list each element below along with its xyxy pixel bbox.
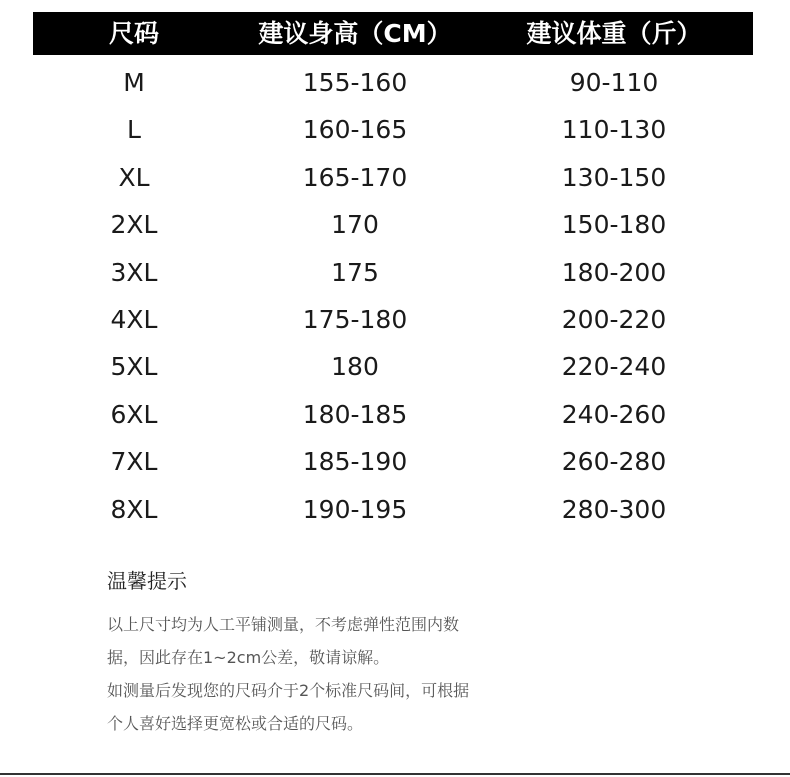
table-row bbox=[33, 59, 753, 106]
header-size: 尺码 bbox=[108, 19, 159, 48]
height-cell: 175-180 bbox=[302, 304, 408, 334]
height-cell: 180 bbox=[331, 352, 379, 382]
table-row bbox=[33, 296, 753, 343]
size-cell: 2XL bbox=[110, 210, 158, 240]
height-cell: 190-195 bbox=[302, 494, 408, 524]
height-cell: 170 bbox=[331, 210, 379, 240]
size-cell: 3XL bbox=[110, 257, 158, 287]
bottom-divider bbox=[0, 773, 790, 775]
tips-title: 温馨提示 bbox=[107, 569, 187, 593]
table-row bbox=[33, 486, 753, 533]
weight-cell: 110-130 bbox=[561, 115, 667, 145]
table-row bbox=[33, 343, 753, 390]
table-row bbox=[33, 391, 753, 438]
size-cell: 4XL bbox=[110, 304, 158, 334]
size-table-body bbox=[33, 59, 753, 533]
weight-cell: 200-220 bbox=[561, 304, 667, 334]
table-row bbox=[33, 201, 753, 248]
table-row bbox=[33, 438, 753, 485]
tips-line: 据，因此存在1~2cm公差，敬请谅解。 bbox=[107, 648, 390, 667]
weight-cell: 220-240 bbox=[561, 352, 667, 382]
tips-line: 如测量后发现您的尺码介于2个标准尺码间，可根据 bbox=[107, 681, 470, 700]
table-row bbox=[33, 106, 753, 153]
height-cell: 165-170 bbox=[302, 162, 408, 192]
table-row bbox=[33, 154, 753, 201]
height-cell: 160-165 bbox=[302, 115, 408, 145]
weight-cell: 260-280 bbox=[561, 447, 667, 477]
weight-cell: 90-110 bbox=[569, 68, 659, 97]
size-cell: 6XL bbox=[110, 399, 158, 429]
table-row bbox=[33, 249, 753, 296]
header-recommended-weight: 建议体重（斤） bbox=[526, 19, 702, 48]
height-cell: 180-185 bbox=[302, 399, 408, 429]
tips-line: 个人喜好选择更宽松或合适的尺码。 bbox=[107, 714, 364, 733]
height-cell: 175 bbox=[331, 257, 379, 287]
weight-cell: 150-180 bbox=[561, 210, 667, 240]
height-cell: 155-160 bbox=[302, 68, 408, 97]
weight-cell: 280-300 bbox=[561, 494, 667, 524]
size-cell: 7XL bbox=[110, 447, 158, 477]
size-cell: M bbox=[123, 68, 145, 97]
height-cell: 185-190 bbox=[302, 447, 408, 477]
tips-section bbox=[107, 566, 747, 740]
weight-cell: 240-260 bbox=[561, 399, 667, 429]
header-recommended-height: 建议身高（CM） bbox=[258, 19, 452, 48]
size-cell: L bbox=[127, 115, 141, 145]
weight-cell: 130-150 bbox=[561, 162, 667, 192]
weight-cell: 180-200 bbox=[561, 257, 667, 287]
size-cell: 5XL bbox=[110, 352, 158, 382]
size-table-header bbox=[33, 12, 753, 55]
size-cell: XL bbox=[118, 162, 150, 192]
tips-line: 以上尺寸均为人工平铺测量，不考虑弹性范围内数 bbox=[107, 615, 460, 634]
size-cell: 8XL bbox=[110, 494, 158, 524]
